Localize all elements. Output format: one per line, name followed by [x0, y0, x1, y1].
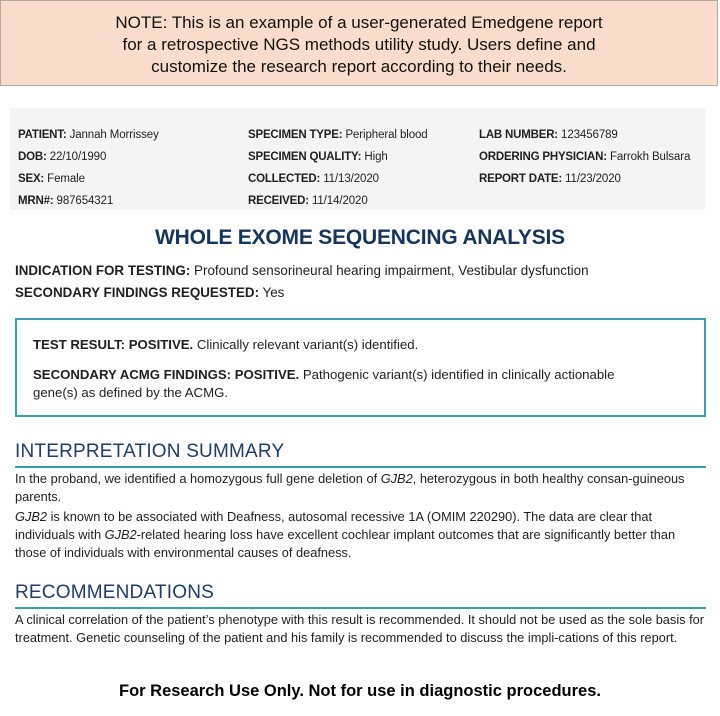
test-result: TEST RESULT: POSITIVE. Clinically relevant variant(s) identified. [33, 337, 419, 352]
disclaimer-note [0, 0, 718, 86]
note-line-2: for a retrospective NGS methods utility study. Users define and [122, 35, 596, 54]
interpretation-paragraph-1: In the proband, we identified a homozygous full gene deletion of GJB2, heterozygous in both healthy consan-guineous parents. [15, 471, 685, 504]
interpretation-paragraph-2: GJB2 is known to be associated with Deafness, autosomal recessive 1A (OMIM 220290). The data are clear that individuals with GJB2-related hearing loss have excellent cochlear implant outcomes that are significantly better than those of individuals with environmental causes of deafness. [15, 509, 676, 560]
specimen-quality-row: SPECIMEN QUALITY: High [248, 151, 388, 163]
research-use-footer: For Research Use Only. Not for use in diagnostic procedures. [119, 682, 601, 700]
note-line-1: NOTE: This is an example of a user-generated Emedgene report [115, 13, 603, 32]
test-result-box [15, 318, 706, 417]
note-line-3: customize the research report according to their needs. [151, 57, 567, 76]
secondary-findings-requested: SECONDARY FINDINGS REQUESTED: Yes [15, 285, 285, 300]
patient-metadata [10, 108, 705, 210]
patient-name-row: PATIENT: Jannah Morrissey [18, 129, 159, 141]
specimen-type-row: SPECIMEN TYPE: Peripheral blood [248, 129, 428, 141]
report-page [0, 98, 720, 680]
dob-row: DOB: 22/10/1990 [18, 151, 107, 163]
lab-number-row: LAB NUMBER: 123456789 [479, 129, 618, 141]
received-row: RECEIVED: 11/14/2020 [248, 195, 368, 207]
secondary-acmg-findings: SECONDARY ACMG FINDINGS: POSITIVE. Pathogenic variant(s) identified in clinically actionable gene(s) as defined by the ACMG. [33, 367, 615, 400]
recommendations-heading: RECOMMENDATIONS [15, 582, 706, 609]
mrn-row: MRN#: 987654321 [18, 195, 114, 207]
report-date-row: REPORT DATE: 11/23/2020 [479, 173, 621, 185]
metadata-column-lab [479, 124, 690, 190]
metadata-column-specimen [248, 124, 428, 212]
sex-row: SEX: Female [18, 173, 85, 185]
recommendations-text: A clinical correlation of the patient’s phenotype with this result is recommended. It should not be used as the sole basis for treatment. Genetic counseling of the patient and his family is recommended to discuss the impli-cations of this report. [15, 612, 705, 645]
metadata-column-patient [18, 124, 159, 212]
indication-for-testing: INDICATION FOR TESTING: Profound sensorineural hearing impairment, Vestibular dysfunction [15, 263, 589, 278]
report-title: WHOLE EXOME SEQUENCING ANALYSIS [155, 226, 565, 249]
collected-row: COLLECTED: 11/13/2020 [248, 173, 379, 185]
interpretation-summary-heading: INTERPRETATION SUMMARY [15, 441, 706, 468]
ordering-physician-row: ORDERING PHYSICIAN: Farrokh Bulsara [479, 151, 691, 163]
